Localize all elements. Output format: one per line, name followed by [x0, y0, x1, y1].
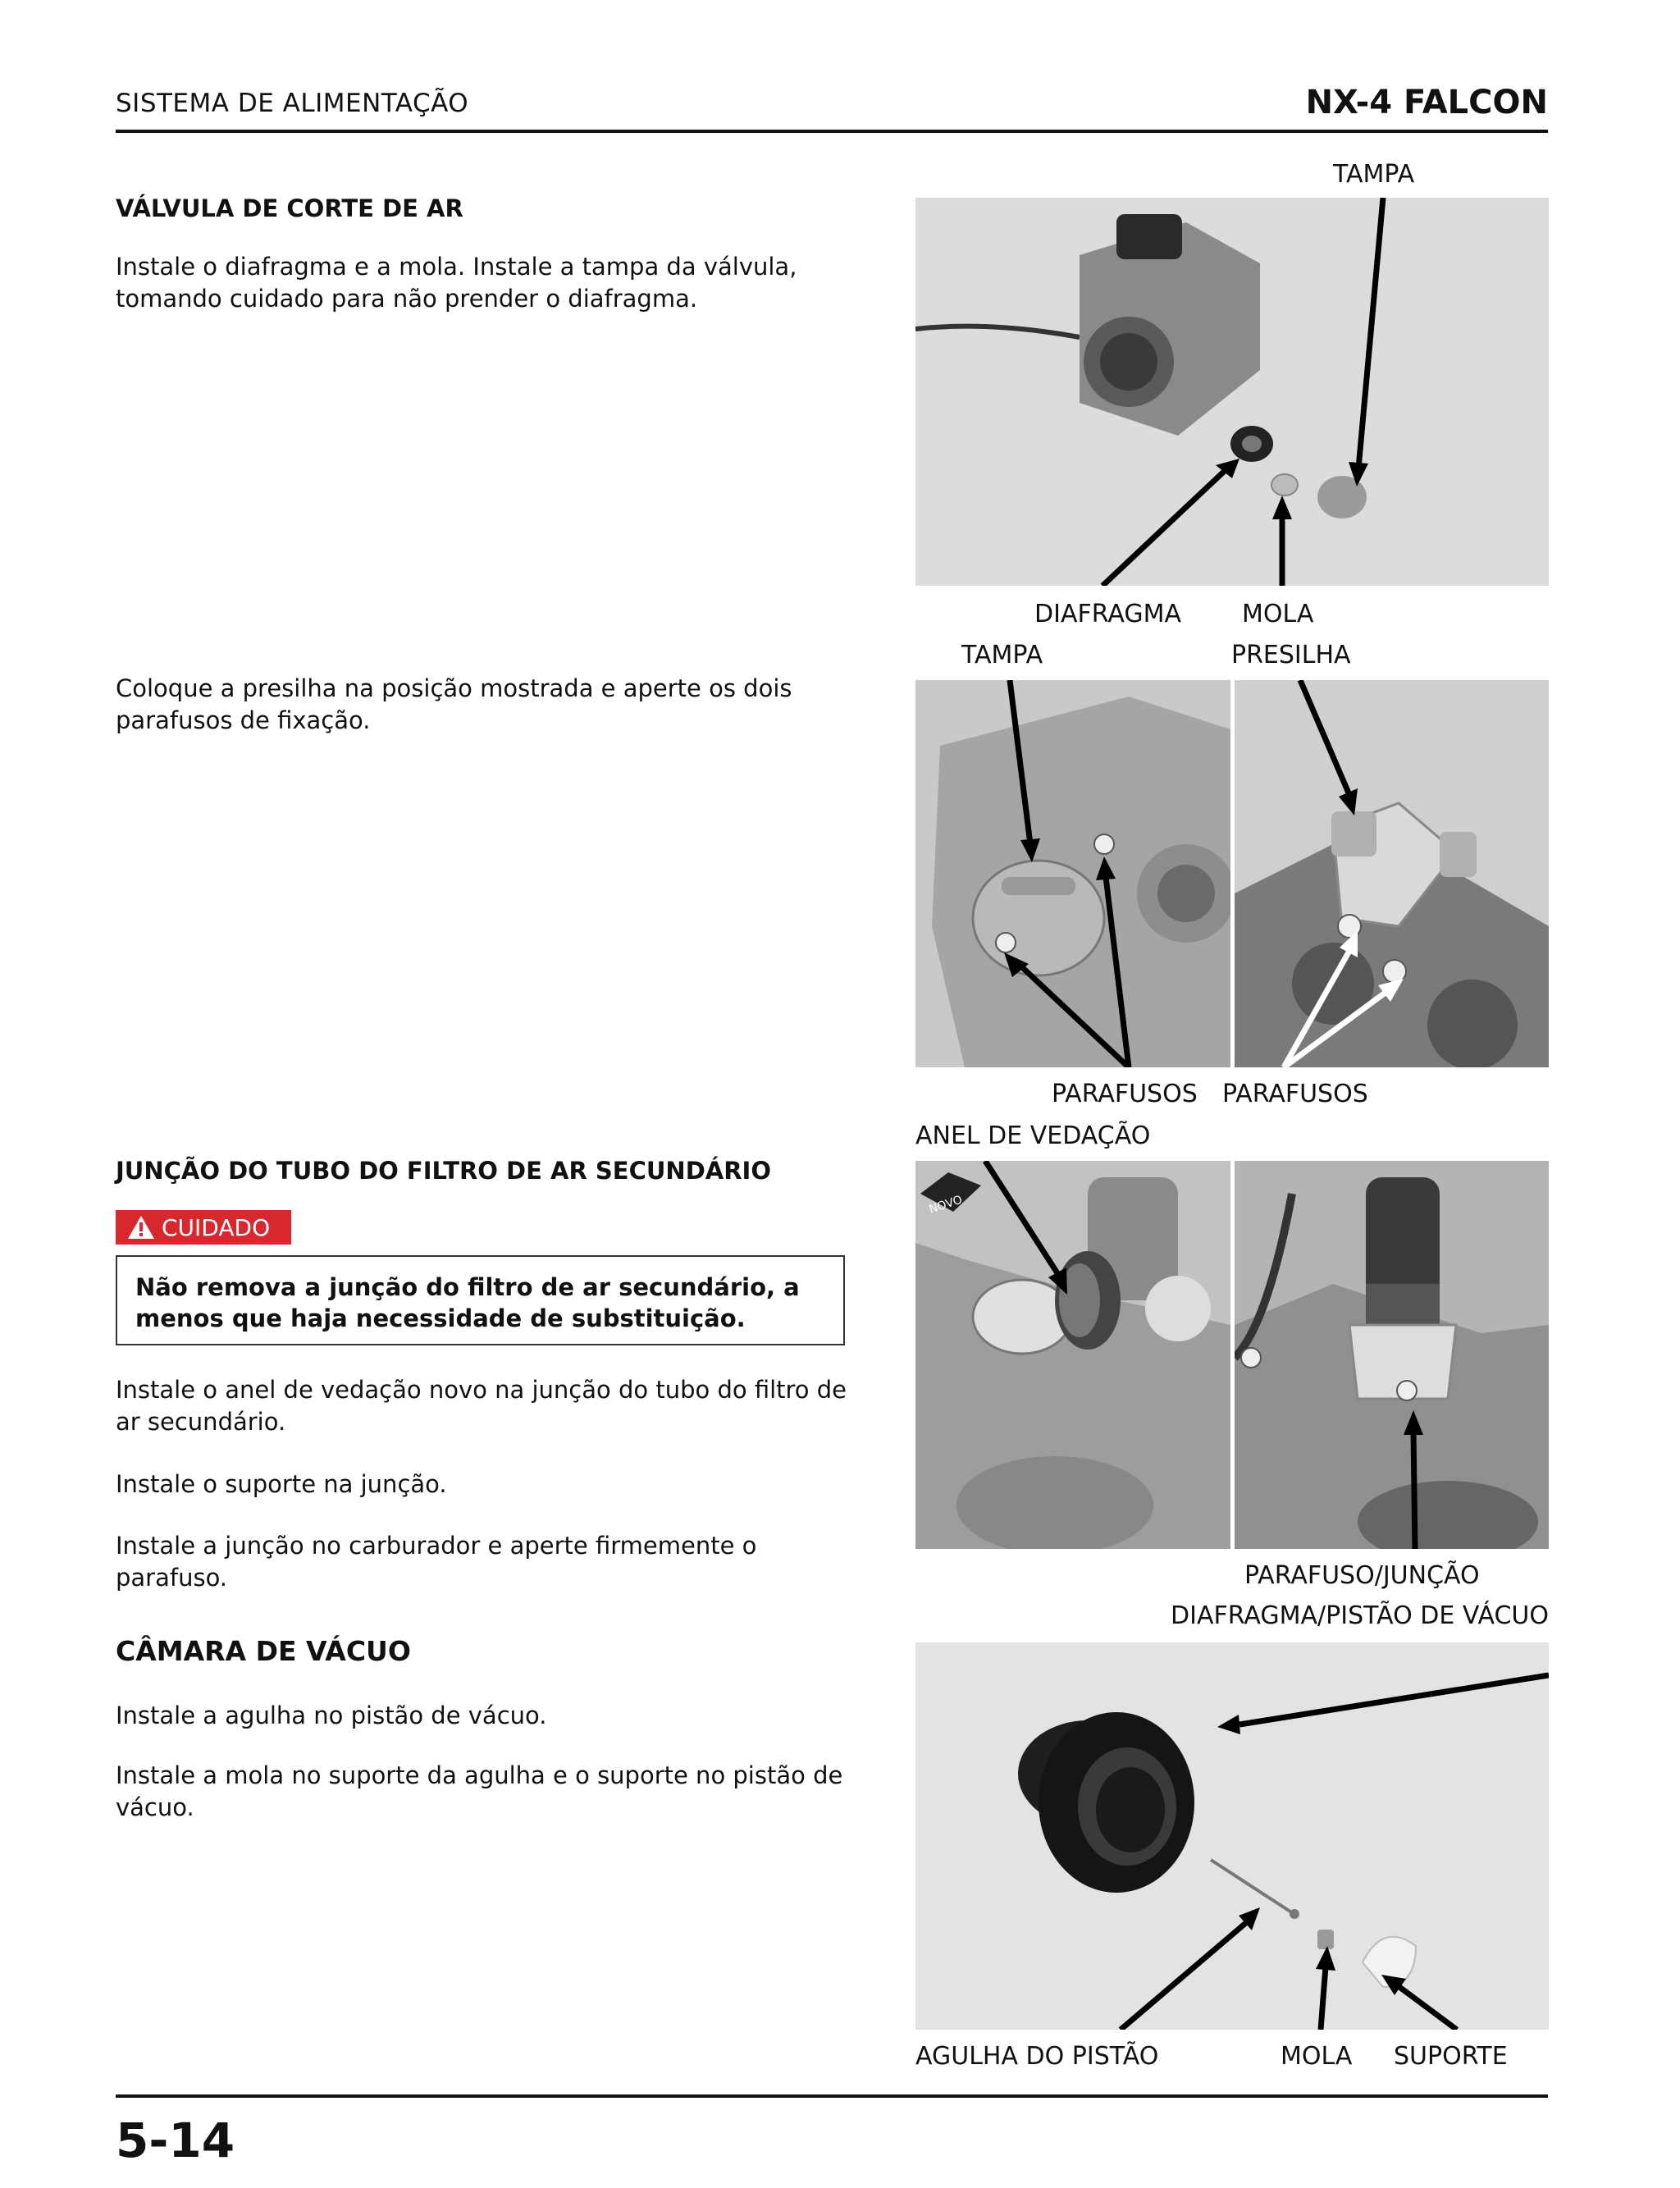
fig2-label-parafusos-right: PARAFUSOS	[1222, 1080, 1368, 1108]
valvula-title: VÁLVULA DE CORTE DE AR	[116, 194, 463, 222]
photo-clip	[1235, 680, 1549, 1067]
warning-icon	[127, 1215, 155, 1240]
header-section-title: SISTEMA DE ALIMENTAÇÃO	[116, 89, 469, 118]
juncao-para3: Instale a junção no carburador e aperte firmemente o parafuso.	[116, 1532, 757, 1592]
juncao-title: JUNÇÃO DO TUBO DO FILTRO DE AR SECUNDÁRIO	[116, 1157, 771, 1185]
page-number: 5-14	[116, 2113, 235, 2168]
fig2-label-parafusos-left: PARAFUSOS	[1052, 1080, 1198, 1108]
fig2-label-tampa: TAMPA	[961, 641, 1043, 669]
fig1-label-diafragma: DIAFRAGMA	[1034, 600, 1182, 628]
caution-box	[116, 1255, 845, 1345]
novo-label: NOVO	[927, 1193, 965, 1217]
photo-carburetor-valve	[915, 198, 1549, 586]
header-model: NX-4 FALCON	[1305, 84, 1548, 121]
camara-para2: Instale a mola no suporte da agulha e o suporte no pistão de vácuo.	[116, 1761, 843, 1821]
camara-title: CÂMARA DE VÁCUO	[116, 1635, 411, 1667]
footer-rule	[116, 2094, 1548, 2098]
fig4-label-mola: MOLA	[1281, 2042, 1353, 2071]
camara-para1: Instale a agulha no pistão de vácuo.	[116, 1702, 547, 1729]
photo-valve-cover	[915, 680, 1230, 1067]
fig3-label-parafuso-juncao: PARAFUSO/JUNÇÃO	[1244, 1561, 1480, 1590]
caution-text: Não remova a junção do filtro de ar secundário, a menos que haja necessidade de substituição.	[135, 1273, 800, 1332]
caution-badge	[116, 1210, 291, 1245]
fig2-label-presilha: PRESILHA	[1231, 641, 1351, 669]
fig4-label-diafragma-pistao: DIAFRAGMA/PISTÃO DE VÁCUO	[1171, 1601, 1549, 1630]
photo-joint-installed	[1235, 1161, 1549, 1549]
header-rule	[116, 130, 1548, 133]
fig4-label-agulha: AGULHA DO PISTÃO	[915, 2042, 1159, 2071]
valvula-para2: Coloque a presilha na posição mostrada e aperte os dois parafusos de fixação.	[116, 674, 792, 734]
fig1-label-mola: MOLA	[1242, 600, 1314, 628]
juncao-para1: Instale o anel de vedação novo na junção do tubo do filtro de ar secundário.	[116, 1376, 847, 1436]
fig4-label-suporte: SUPORTE	[1394, 2042, 1508, 2071]
caution-label: CUIDADO	[162, 1213, 271, 1241]
fig1-label-tampa: TAMPA	[1333, 160, 1415, 189]
juncao-para2: Instale o suporte na junção.	[116, 1470, 447, 1498]
photo-joint-seal	[915, 1161, 1230, 1549]
photo-vacuum-piston	[915, 1642, 1549, 2030]
valvula-para1: Instale o diafragma e a mola. Instale a tampa da válvula, tomando cuidado para não prender o diafragma.	[116, 253, 797, 313]
fig3-label-anel: ANEL DE VEDAÇÃO	[915, 1121, 1151, 1150]
